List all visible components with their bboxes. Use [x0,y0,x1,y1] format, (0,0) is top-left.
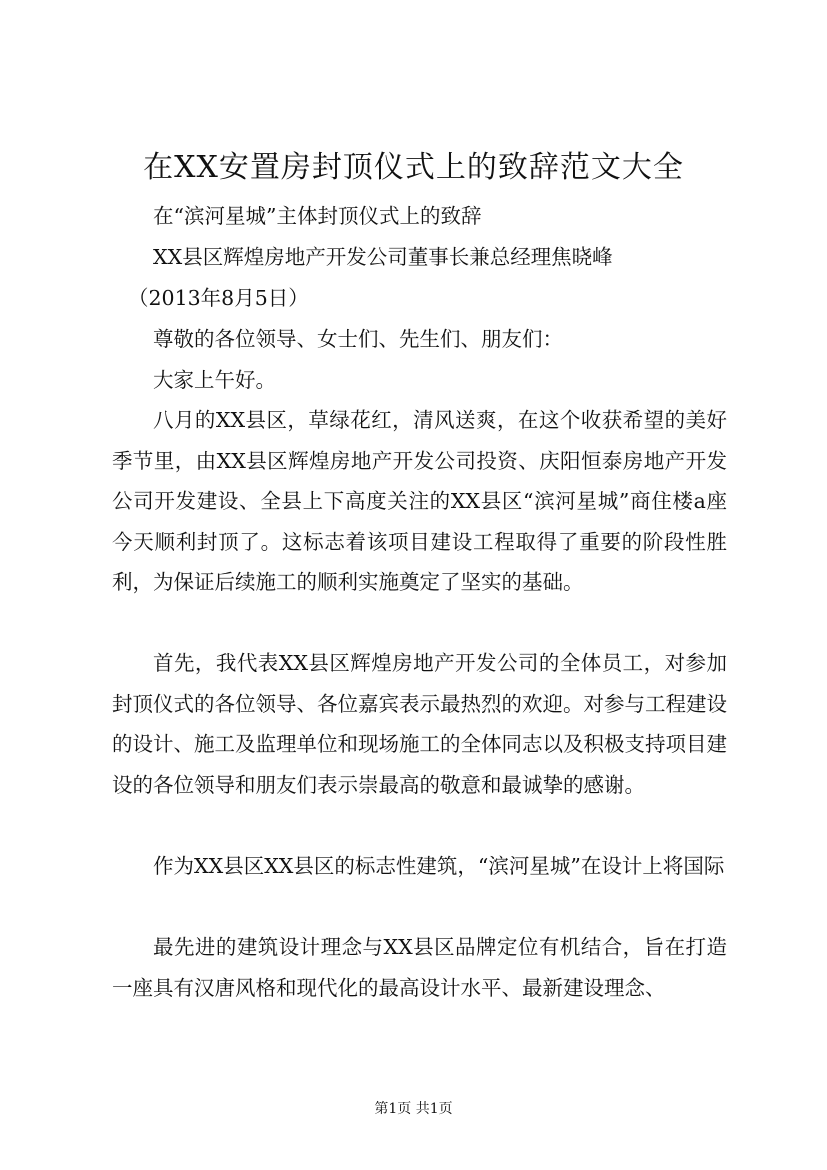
body-paragraph-4: 最先进的建筑设计理念与XX县区品牌定位有机结合，旨在打造一座具有汉唐风格和现代化的最高设计水平、最新建设理念、 [112,935,727,1000]
body-paragraph-3: 作为XX县区XX县区的标志性建筑，“滨河星城”在设计上将国际 [153,854,725,878]
document-subtitle: 在“滨河星城”主体封顶仪式上的致辞 [153,204,482,228]
body-paragraph-2: 首先，我代表XX县区辉煌房地产开发公司的全体员工，对参加封顶仪式的各位领导、各位嘉宾表示最热烈的欢迎。对参与工程建设的设计、施工及监理单位和现场施工的全体同志以及积极支持项目建设的各位领导和朋友们表示崇最高的敬意和最诚挚的感谢。 [112,651,727,797]
speaker-line: XX县区辉煌房地产开发公司董事长兼总经理焦晓峰 [153,245,613,269]
body-paragraph-1: 八月的XX县区，草绿花红，清风送爽，在这个收获希望的美好季节里，由XX县区辉煌房地产开发公司投资、庆阳恒泰房地产开发公司开发建设、全县上下高度关注的XX县区“滨河星城”商住楼a座今天顺利封顶了。这标志着该项目建设工程取得了重要的阶段性胜利，为保证后续施工的顺利实施奠定了坚实的基础。 [112,408,727,595]
date-line: （2013年8月5日） [128,286,309,310]
document-title: 在XX安置房封顶仪式上的致辞范文大全 [143,150,684,185]
salutation-line: 尊敬的各位领导、女士们、先生们、朋友们： [153,327,563,351]
page-footer: 第1页 共1页 [374,1101,453,1117]
greeting-line: 大家上午好。 [153,368,276,392]
